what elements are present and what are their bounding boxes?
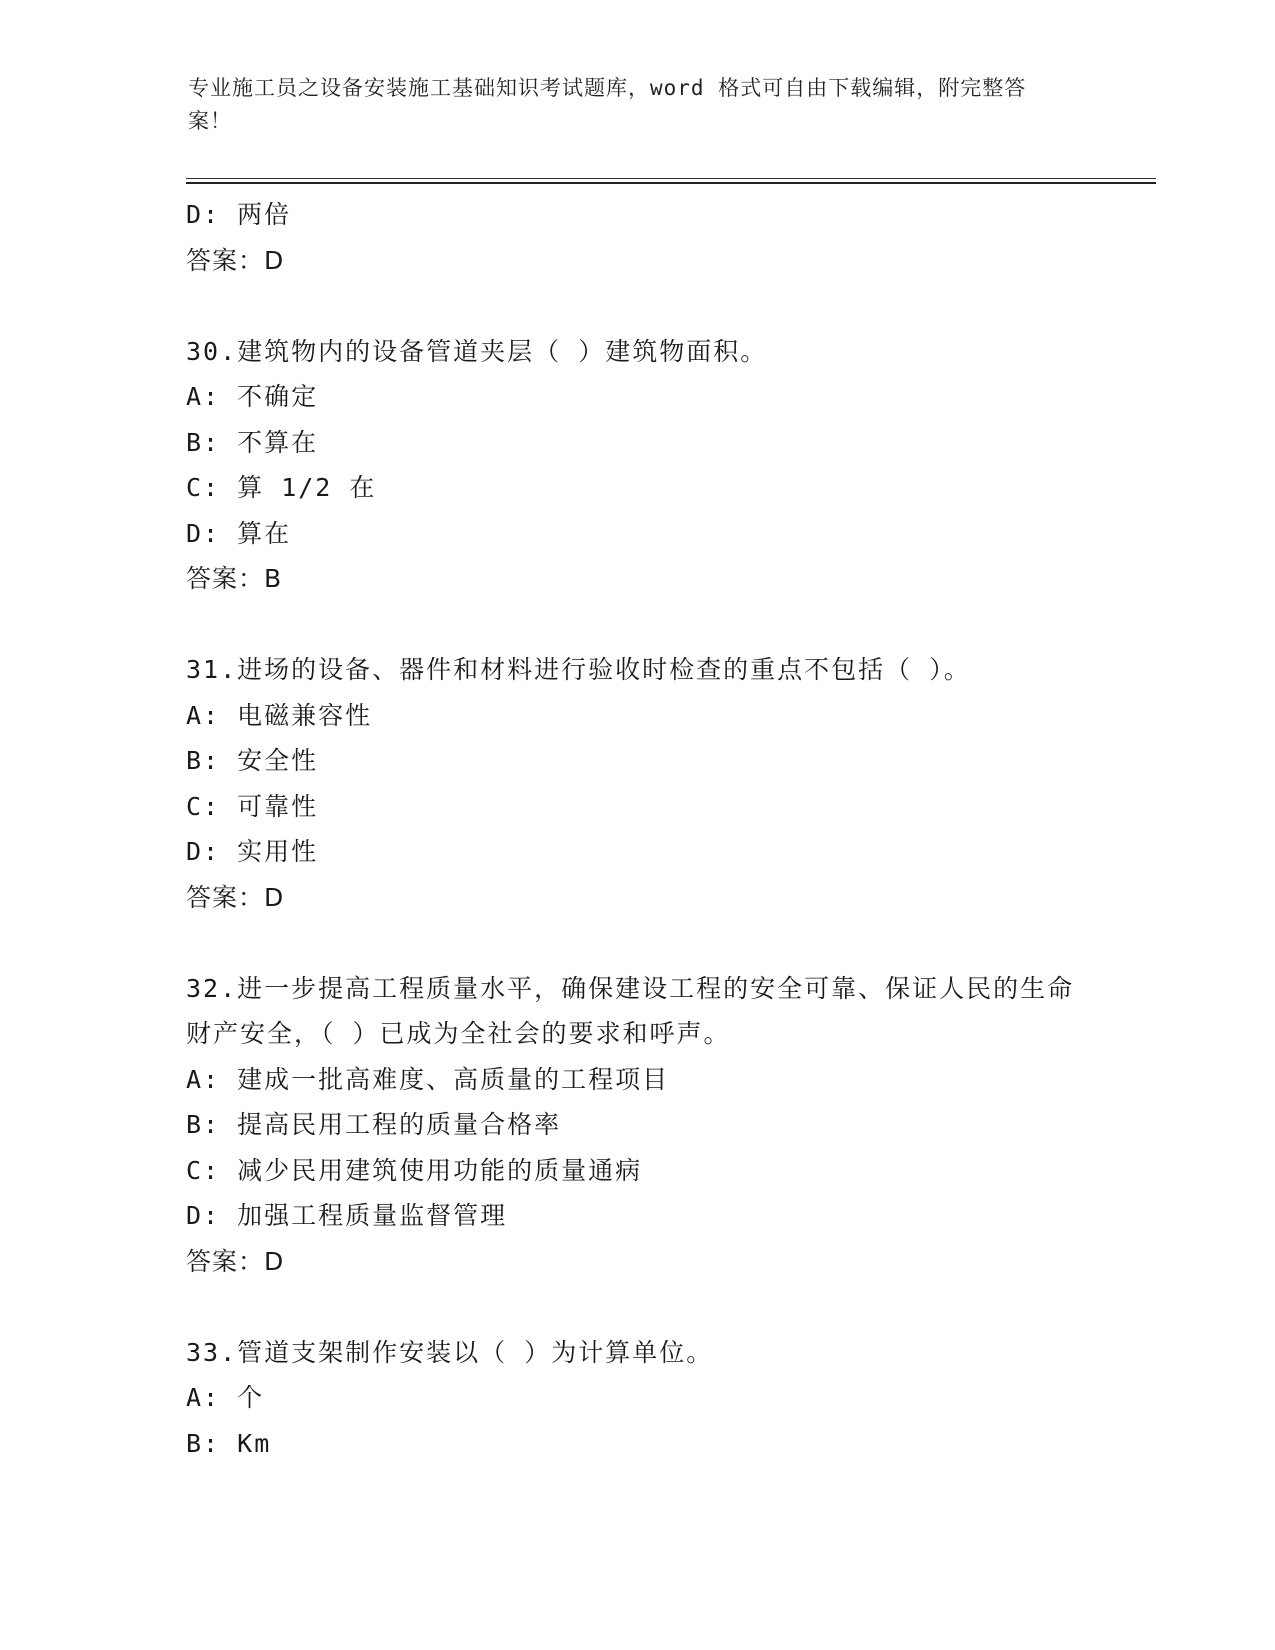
header-rule-thin xyxy=(186,178,1156,179)
option-d: D: 实用性 xyxy=(186,837,319,866)
option-a: A: 个 xyxy=(186,1383,265,1412)
option-a: A: 电磁兼容性 xyxy=(186,700,373,730)
question-title: 30.建筑物内的设备管道夹层（ ）建筑物面积。 xyxy=(186,336,768,366)
option-c: C: 减少民用建筑使用功能的质量通病 xyxy=(186,1155,643,1185)
question-list xyxy=(186,192,1106,1466)
option-b: B: 安全性 xyxy=(186,746,319,775)
answer: 答案：D xyxy=(186,1246,285,1276)
question-30 xyxy=(186,329,1106,602)
option-b: B: Km xyxy=(186,1428,272,1458)
option-a: A: 不确定 xyxy=(186,382,319,411)
option-c: C: 可靠性 xyxy=(186,791,319,821)
answer: 答案：B xyxy=(186,564,283,593)
header-rule-thick xyxy=(186,182,1156,184)
document-header: 专业施工员之设备安装施工基础知识考试题库，word 格式可自由下载编辑，附完整答案！ xyxy=(188,76,1027,133)
question-title: 33.管道支架制作安装以（ ）为计算单位。 xyxy=(186,1337,714,1367)
option-d: D: 两倍 xyxy=(186,200,292,229)
option-d: D: 加强工程质量监督管理 xyxy=(186,1201,508,1230)
question-33 xyxy=(186,1330,1106,1467)
question-31 xyxy=(186,647,1106,920)
option-b: B: 提高民用工程的质量合格率 xyxy=(186,1110,562,1139)
option-b: B: 不算在 xyxy=(186,427,319,457)
question-32 xyxy=(186,966,1106,1285)
option-d: D: 算在 xyxy=(186,518,292,548)
option-c: C: 算 1/2 在 xyxy=(186,473,377,502)
answer: 答案：D xyxy=(186,882,285,912)
question-title: 32.进一步提高工程质量水平，确保建设工程的安全可靠、保证人民的生命财产安全，（ ）已成为全社会的要求和呼声。 xyxy=(186,973,1075,1048)
question-title: 31.进场的设备、器件和材料进行验收时检查的重点不包括（ ）。 xyxy=(186,655,971,684)
answer: 答案：D xyxy=(186,245,285,275)
option-a: A: 建成一批高难度、高质量的工程项目 xyxy=(186,1064,670,1094)
